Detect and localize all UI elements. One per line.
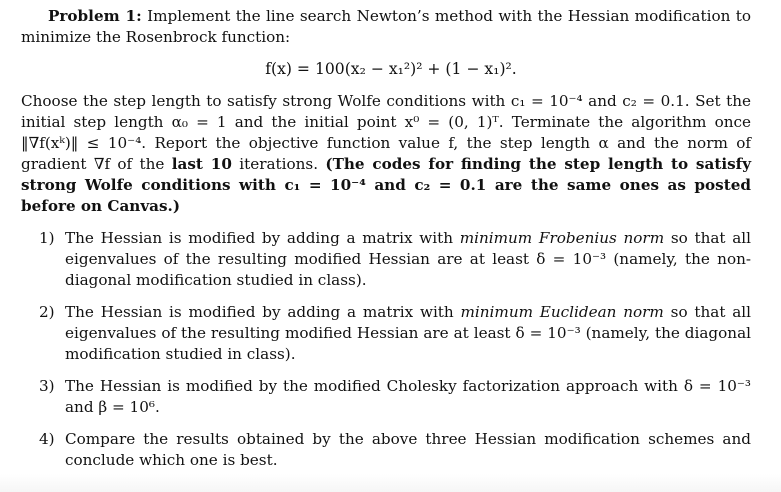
item-text-post: so that all eigenvalues of the resulting modified Hessian are at least δ = 10⁻³ (namely, the non-diagonal modification studied in class). <box>65 229 752 289</box>
instructions-text-1: Choose the step length to satisfy strong Wolfe conditions with c₁ = 10⁻⁴ and c₂ = 0.1. Set the initial step length α₀ = 1 and the initial point x⁰ = (0, 1)ᵀ. Terminate the algorithm once ‖∇f(xᵏ)‖ ≤ 10⁻⁴. Report the objective function value f, the step length α and the norm of gradient ∇f of the <box>21 92 751 173</box>
instructions-bold-last10: last 10 <box>171 155 232 173</box>
instructions-bold-note: (The codes for finding the step length to satisfy strong Wolfe conditions with c₁ = 10⁻⁴ and c₂ = 0.1 are the same ones as posted before on Canvas.) <box>21 155 752 215</box>
list-item <box>39 302 751 365</box>
item-number: 3) <box>39 377 55 395</box>
item-number: 2) <box>39 303 55 321</box>
list-item <box>39 228 751 291</box>
item-text: The Hessian is modified by the modified Cholesky factorization approach with δ = 10⁻³ and β = 10⁶. <box>65 377 751 416</box>
problem-intro: Implement the line search Newton’s method with the Hessian modification to minimize the Rosenbrock function: <box>21 7 751 46</box>
item-number: 1) <box>39 229 55 247</box>
page-bottom-shadow <box>0 474 781 492</box>
item-text-post: so that all eigenvalues of the resulting modified Hessian are at least δ = 10⁻³ (namely, the diagonal modification studied in class). <box>65 303 752 363</box>
item-number: 4) <box>39 430 55 448</box>
problem-statement <box>21 6 751 48</box>
item-text: Compare the results obtained by the above three Hessian modification schemes and conclude which one is best. <box>65 430 751 469</box>
item-text-emphasis: minimum Euclidean norm <box>460 303 664 321</box>
instructions-text-2: iterations. <box>239 155 319 173</box>
problem-label: Problem 1: <box>48 7 142 25</box>
item-text-emphasis: minimum Frobenius norm <box>459 229 665 247</box>
list-item <box>39 376 751 418</box>
task-list <box>21 228 751 471</box>
instructions-paragraph <box>21 91 751 217</box>
list-item <box>39 429 751 471</box>
item-text-pre: The Hessian is modified by adding a matrix with <box>65 229 453 247</box>
rosenbrock-formula: f(x) = 100(x₂ − x₁²)² + (1 − x₁)². <box>265 60 517 78</box>
item-text <box>65 228 751 291</box>
item-text <box>65 302 751 365</box>
item-text-pre: The Hessian is modified by adding a matrix with <box>65 303 454 321</box>
